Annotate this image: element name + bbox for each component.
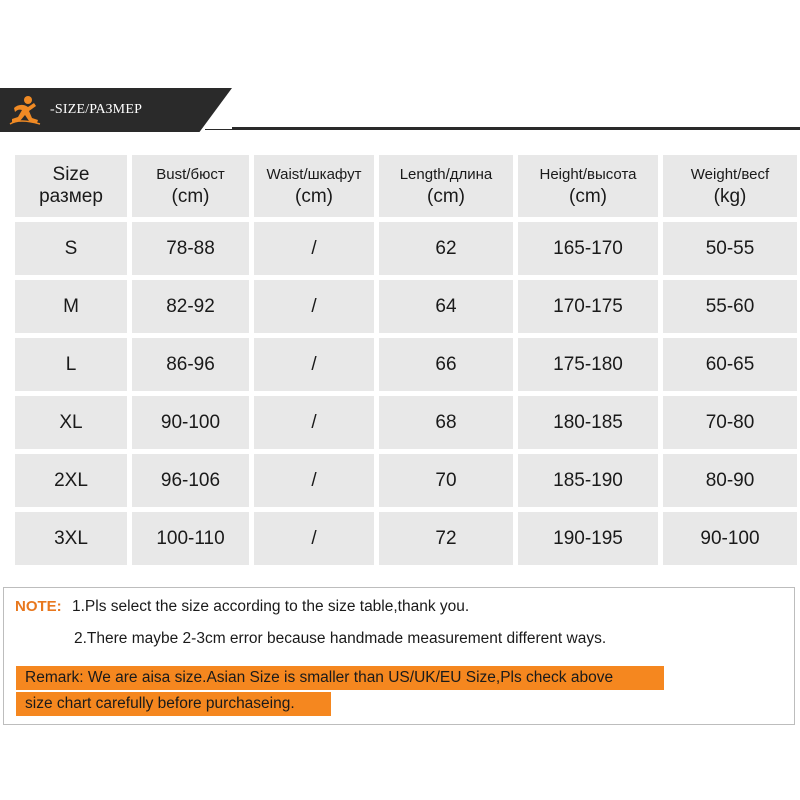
table-row — [15, 338, 797, 391]
waist-cell: / — [254, 338, 374, 391]
header-divider — [232, 127, 800, 130]
remark-line-1: Remark: We are aisa size.Asian Size is smaller than US/UK/EU Size,Pls check above — [16, 666, 664, 690]
bust-cell: 86-96 — [132, 338, 249, 391]
weight-cell: 90-100 — [663, 512, 797, 565]
bust-cell: 78-88 — [132, 222, 249, 275]
height-cell: 180-185 — [518, 396, 658, 449]
size-cell: 3XL — [15, 512, 127, 565]
waist-cell: / — [254, 396, 374, 449]
waist-cell: / — [254, 512, 374, 565]
table-row — [15, 280, 797, 333]
weight-cell: 70-80 — [663, 396, 797, 449]
weight-cell: 55-60 — [663, 280, 797, 333]
header-banner — [0, 88, 800, 132]
note-line-2: 2.There maybe 2-3cm error because handmade measurement different ways. — [74, 630, 607, 647]
runner-logo-icon — [8, 94, 42, 126]
size-cell: S — [15, 222, 127, 275]
waist-cell: / — [254, 280, 374, 333]
header-divider-thin — [205, 129, 245, 130]
height-cell: 185-190 — [518, 454, 658, 507]
bust-cell: 96-106 — [132, 454, 249, 507]
column-header-bust: Bust/бюст (cm) — [132, 155, 249, 217]
height-cell: 190-195 — [518, 512, 658, 565]
bust-cell: 90-100 — [132, 396, 249, 449]
height-cell: 175-180 — [518, 338, 658, 391]
length-cell: 64 — [379, 280, 513, 333]
note-label: NOTE: — [15, 598, 62, 615]
waist-cell: / — [254, 222, 374, 275]
note-line-1: 1.Pls select the size according to the size table,thank you. — [72, 598, 470, 615]
bust-cell: 82-92 — [132, 280, 249, 333]
length-cell: 62 — [379, 222, 513, 275]
column-header-length: Length/длина (cm) — [379, 155, 513, 217]
table-row — [15, 454, 797, 507]
column-header-waist: Waist/шкафут (cm) — [254, 155, 374, 217]
bust-cell: 100-110 — [132, 512, 249, 565]
weight-cell: 50-55 — [663, 222, 797, 275]
weight-cell: 60-65 — [663, 338, 797, 391]
weight-cell: 80-90 — [663, 454, 797, 507]
height-cell: 170-175 — [518, 280, 658, 333]
table-row — [15, 512, 797, 565]
size-cell: M — [15, 280, 127, 333]
length-cell: 72 — [379, 512, 513, 565]
remark-line-2: size chart carefully before purchaseing. — [16, 692, 331, 716]
length-cell: 68 — [379, 396, 513, 449]
waist-cell: / — [254, 454, 374, 507]
length-cell: 66 — [379, 338, 513, 391]
page-title: -SIZE/РАЗМЕР — [50, 102, 143, 117]
height-cell: 165-170 — [518, 222, 658, 275]
length-cell: 70 — [379, 454, 513, 507]
table-row — [15, 222, 797, 275]
notes-box — [3, 587, 795, 725]
column-header-size: Size размер — [15, 155, 127, 217]
column-header-height: Height/высота (cm) — [518, 155, 658, 217]
size-cell: 2XL — [15, 454, 127, 507]
size-cell: XL — [15, 396, 127, 449]
table-header-row — [15, 155, 797, 217]
column-header-weight: Weight/весf (kg) — [663, 155, 797, 217]
table-row — [15, 396, 797, 449]
size-cell: L — [15, 338, 127, 391]
size-table — [10, 150, 800, 570]
